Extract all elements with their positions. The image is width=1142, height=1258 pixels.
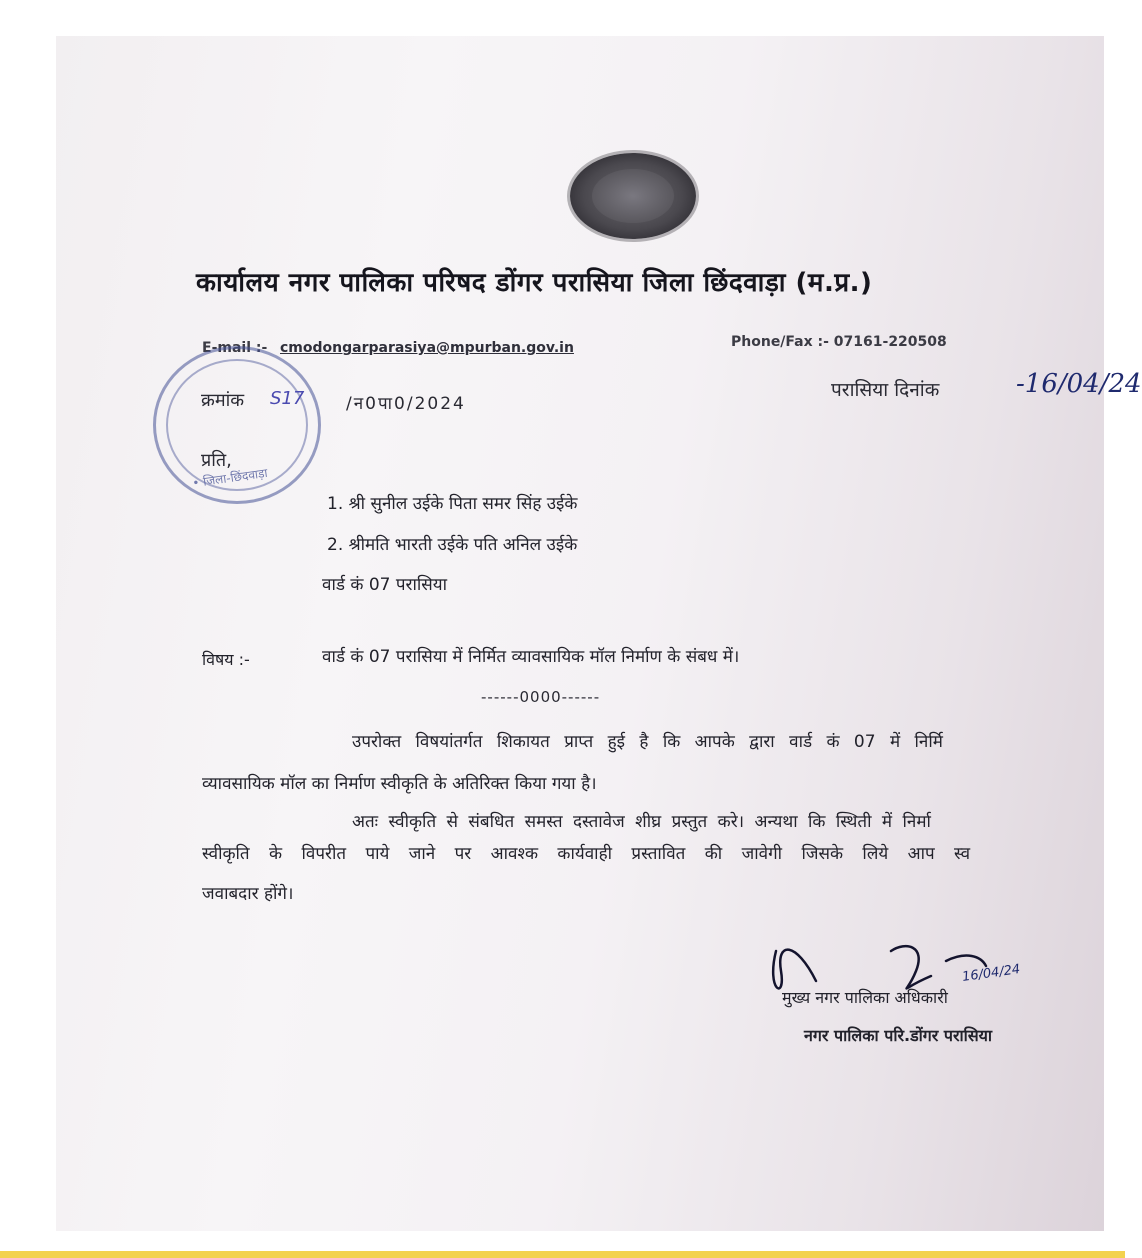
subject-divider: ------0000------ <box>481 688 601 706</box>
place-date-label: परासिया दिनांक <box>831 379 940 401</box>
reference-label: क्रमांक <box>201 390 245 411</box>
handwritten-date: -16/04/24 <box>1016 369 1142 399</box>
office-title: कार्यालय नगर पालिका परिषद डोंगर परासिया जिला छिंदवाड़ा (म.प्र.) <box>196 268 873 298</box>
phone-fax: Phone/Fax :- 07161-220508 <box>731 334 947 350</box>
body-line: अतः स्वीकृति से संबधित समस्त दस्तावेज शीघ्र प्रस्तुत करे। अन्यथा कि स्थिती में निर्मा <box>352 812 931 832</box>
body-line: स्वीकृति के विपरीत पाये जाने पर आवश्क कार्यवाही प्रस्तावित की जावेगी जिसके लिये आप स्व <box>202 844 971 864</box>
signatory-title: मुख्य नगर पालिका अधिकारी <box>782 988 948 1007</box>
office-stamp <box>153 346 321 504</box>
bottom-accent-bar <box>0 1251 1125 1258</box>
body-line: व्यावसायिक मॉल का निर्माण स्वीकृति के अतिरिक्त किया गया है। <box>202 774 597 794</box>
recipient-ward: वार्ड कं 07 परासिया <box>322 575 448 595</box>
signature-date: 16/04/24 <box>961 962 1022 985</box>
recipient-line: 1. श्री सुनील उईके पिता समर सिंह उईके <box>327 494 578 514</box>
email-label: E-mail :- <box>202 340 268 356</box>
body-line: जवाबदार होंगे। <box>202 884 294 904</box>
subject-label: विषय :- <box>202 650 250 669</box>
stamp-text: • जिला-छिंदवाड़ा <box>191 465 269 491</box>
to-label: प्रति, <box>201 450 232 471</box>
reference-number: S17 <box>270 388 305 409</box>
letter-page <box>56 36 1142 1231</box>
recipient-line: 2. श्रीमति भारती उईके पति अनिल उईके <box>327 535 578 555</box>
signatory-office: नगर पालिका परि.डोंगर परासिया <box>804 1026 993 1045</box>
government-emblem <box>570 153 696 239</box>
body-line: उपरोक्त विषयांतर्गत शिकायत प्राप्त हुई है कि आपके द्वारा वार्ड कं 07 में निर्मि <box>352 732 943 752</box>
email-link[interactable]: cmodongarparasiya@mpurban.gov.in <box>280 340 574 356</box>
subject-text: वार्ड कं 07 परासिया में निर्मित व्यावसायिक मॉल निर्माण के संबध में। <box>322 647 740 667</box>
reference-suffix: /न0पा0/2024 <box>346 394 466 414</box>
